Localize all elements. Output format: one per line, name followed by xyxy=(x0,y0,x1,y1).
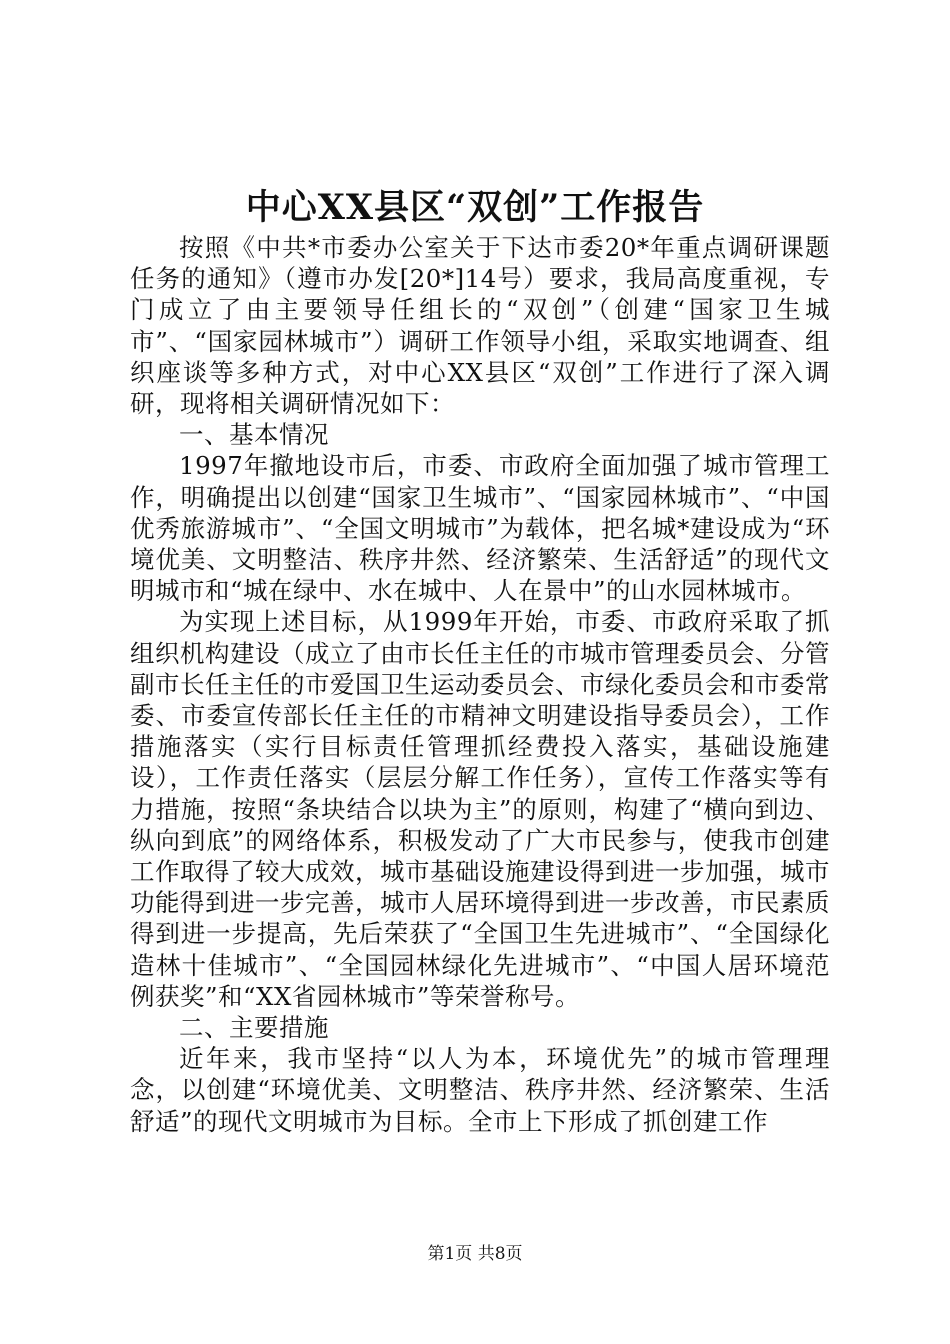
section-heading-basic: 一、基本情况 xyxy=(179,420,329,450)
paragraph-basic-1: 1997年撤地设市后，市委、市政府全面加强了城市管理工作，明确提出以创建“国家卫生城市”、“国家园林城市”、“中国优秀旅游城市”、“全国文明城市”为载体，把名城*建设成为“环境优美、文明整洁、秩序井然、经济繁荣、生活舒适”的现代文明城市和“城在绿中、水在城中、人在景中”的山水园林城市。 xyxy=(130,451,830,606)
document-body xyxy=(130,232,830,1137)
paragraph-basic-2: 为实现上述目标，从1999年开始，市委、市政府采取了抓组织机构建设（成立了由市长任主任的市城市管理委员会、分管副市长任主任的市爱国卫生运动委员会、市绿化委员会和市委常委、市委宣传部长任主任的市精神文明建设指导委员会），工作措施落实（实行目标责任管理抓经费投入落实，基础设施建设），工作责任落实（层层分解工作任务），宣传工作落实等有力措施，按照“条块结合以块为主”的原则，构建了“横向到边、纵向到底”的网络体系，积极发动了广大市民参与，使我市创建工作取得了较大成效，城市基础设施建设得到进一步加强，城市功能得到进一步完善，城市人居环境得到进一步改善，市民素质得到进一步提高，先后荣获了“全国卫生先进城市”、“全国绿化造林十佳城市”、“全国园林绿化先进城市”、“中国人居环境范例获奖”和“XX省园林城市”等荣誉称号。 xyxy=(130,607,830,1011)
document-title: 中心XX县区“双创”工作报告 xyxy=(245,187,705,228)
page-footer: 第1页 共8页 xyxy=(427,1244,523,1264)
paragraph-measures-1: 近年来，我市坚持“以人为本，环境优先”的城市管理理念，以创建“环境优美、文明整洁、秩序井然、经济繁荣、生活舒适”的现代文明城市为目标。全市上下形成了抓创建工作 xyxy=(130,1044,830,1136)
paragraph-intro: 按照《中共*市委办公室关于下达市委20*年重点调研课题任务的通知》（遵市办发[20*]14号）要求，我局高度重视，专门成立了由主要领导任组长的“双创”（创建“国家卫生城市”、“国家园林城市”）调研工作领导小组，采取实地调查、组织座谈等多种方式，对中心XX县区“双创”工作进行了深入调研，现将相关调研情况如下： xyxy=(130,233,830,419)
section-heading-measures: 二、主要措施 xyxy=(179,1013,329,1043)
